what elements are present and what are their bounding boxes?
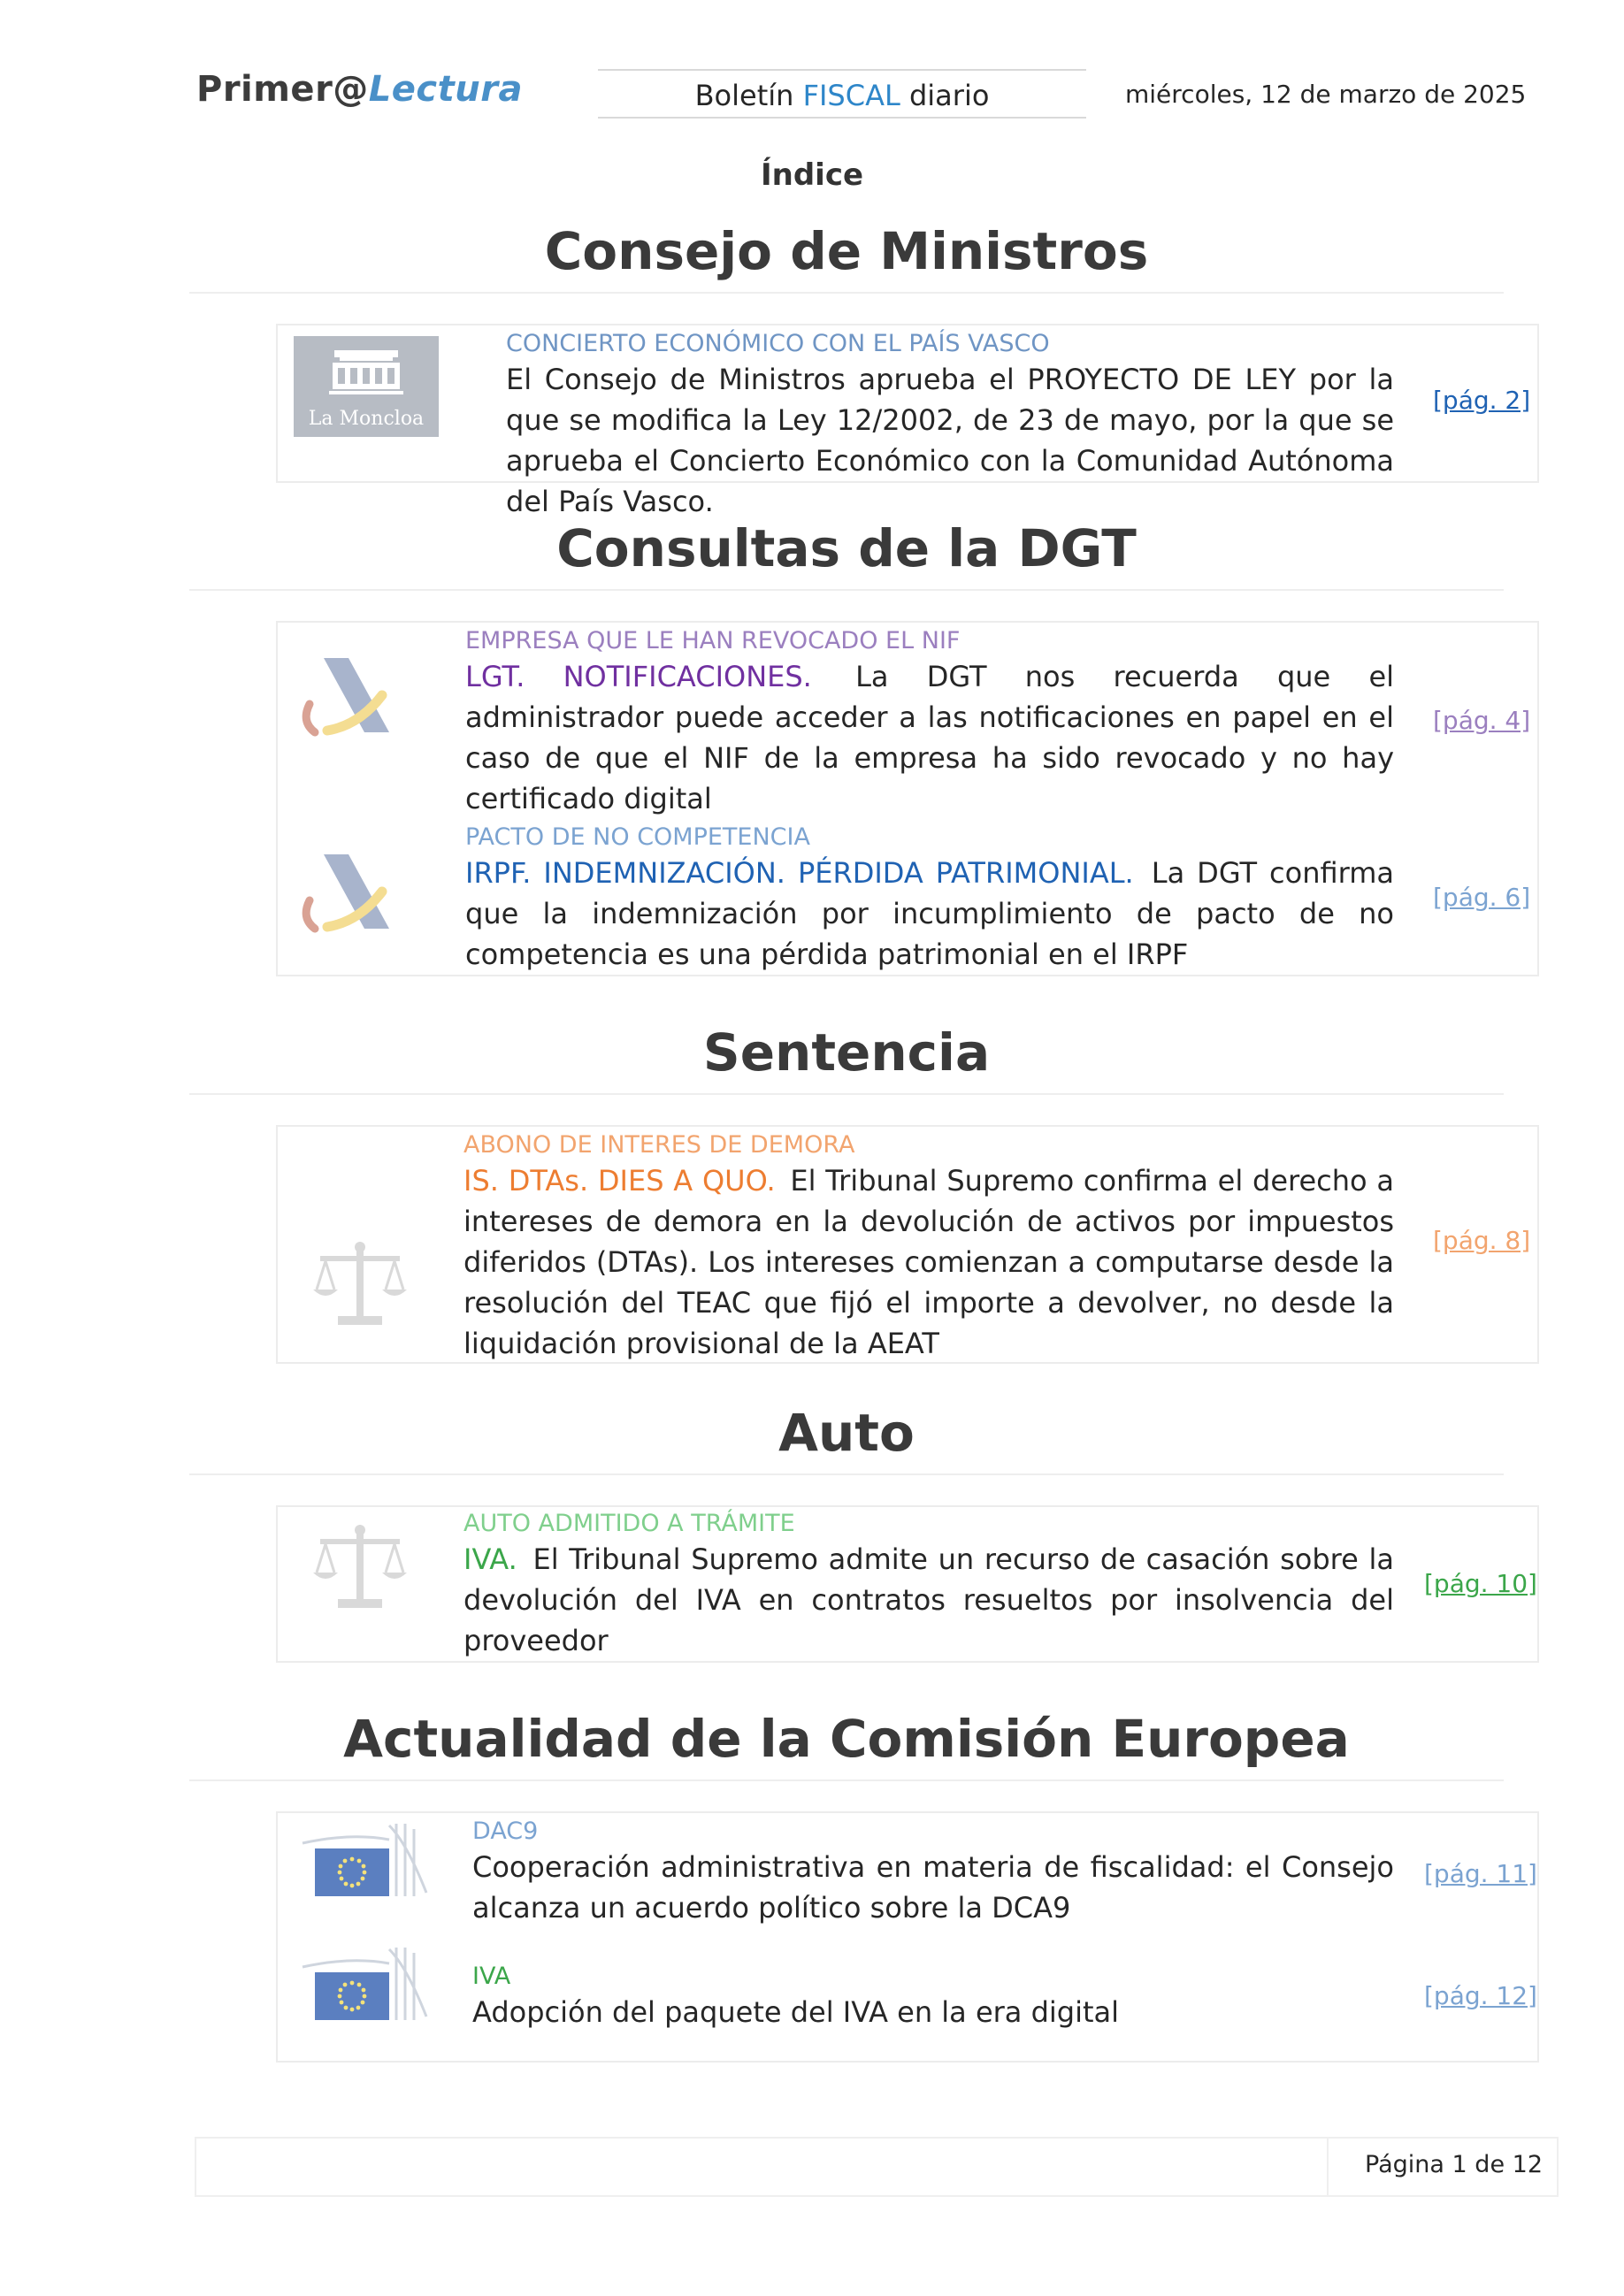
section-divider (189, 1093, 1504, 1095)
bulletin-suffix: diario (900, 79, 990, 112)
entry-category: DAC9 (472, 1818, 539, 1845)
card-ce (276, 1811, 1539, 2063)
moncloa-building-logo (294, 336, 439, 437)
section-divider (189, 1473, 1504, 1475)
brand-logo (196, 69, 523, 110)
page-link[interactable]: [pág. 2] (1433, 386, 1531, 415)
index-title: Índice (760, 157, 864, 193)
entry-body: El Tribunal Supremo admite un recurso de casación sobre la devolución del IVA en contratos resueltos por insolvencia del proveedor (463, 1542, 1395, 1657)
entry-body: Cooperación administrativa en materia de fiscalidad: el Consejo alcanza un acuerdo político sobre la DCA9 (472, 1850, 1394, 1925)
section-title-ce: Actualidad de la Comisión Europea (343, 1709, 1350, 1769)
brand-part-2: Lectura (368, 69, 523, 110)
page-link[interactable]: [pág. 8] (1433, 1226, 1531, 1255)
bulletin-date: miércoles, 12 de marzo de 2025 (1125, 80, 1527, 109)
card-consejo (276, 324, 1539, 518)
page-link[interactable]: [pág. 4] (1433, 706, 1531, 735)
bulletin-title (598, 69, 1086, 119)
section-divider (189, 1779, 1504, 1781)
section-title-dgt: Consultas de la DGT (556, 518, 1137, 578)
entry-body: El Consejo de Ministros aprueba el PROYECTO DE LEY por la que se modifica la Ley 12/2002, de 23 de mayo, por la que se aprueba el Concierto Económico con la Comunidad Autónoma del País Vasco. (506, 363, 1394, 518)
entry-iva-digital (472, 1962, 1394, 2032)
entry-category: PACTO DE NO COMPETENCIA (465, 823, 810, 851)
page-header (0, 53, 1624, 133)
entry-body: La DGT nos recuerda que el administrador puede acceder a las notificaciones en papel en el caso de que el NIF de la empresa ha sido revocado y no hay certificado digital (465, 660, 1395, 815)
entry-body: El Tribunal Supremo confirma el derecho a intereses de demora en la devolución de activos por impuestos diferidos (DTAs). Los intereses comienzan a computarse desde la resolución del TEAC que fijó el importe a devolver, no desde la liquidación provisional de la AEAT (463, 1164, 1395, 1360)
moncloa-logo-text: La Moncloa (308, 408, 425, 430)
entry-category: EMPRESA QUE LE HAN REVOCADO EL NIF (465, 627, 961, 654)
page-footer (195, 2137, 1559, 2197)
entry-body: La DGT confirma que la indemnización por incumplimiento de pacto de no competencia es una pérdida patrimonial en el IRPF (465, 856, 1395, 971)
section-title-consejo: Consejo de Ministros (544, 221, 1149, 281)
page-link[interactable]: [pág. 10] (1424, 1569, 1537, 1598)
entry-lead: IRPF. INDEMNIZACIÓN. PÉRDIDA PATRIMONIAL. (465, 856, 1134, 890)
card-auto (276, 1505, 1539, 1663)
european-commission-logo (297, 1940, 430, 2025)
page-link[interactable]: [pág. 12] (1424, 1981, 1537, 2010)
section-title-auto: Auto (778, 1403, 915, 1463)
aeat-logo (297, 651, 396, 739)
entry-category: IVA (472, 1963, 511, 1990)
page-number: Página 1 de 12 (1365, 2151, 1543, 2178)
entry-nif (465, 626, 1394, 819)
section-title-sentencia: Sentencia (702, 1022, 991, 1083)
entry-dac9 (472, 1817, 1394, 1928)
entry-no-competencia (465, 823, 1394, 975)
aeat-logo (297, 847, 396, 936)
page-link[interactable]: [pág. 11] (1424, 1859, 1537, 1888)
entry-casacion-iva (463, 1509, 1394, 1661)
entry-intereses-demora (463, 1130, 1394, 1364)
entry-lead: IS. DTAs. DIES A QUO. (463, 1164, 776, 1198)
entry-category: AUTO ADMITIDO A TRÁMITE (463, 1510, 795, 1537)
entry-category: ABONO DE INTERES DE DEMORA (463, 1131, 855, 1159)
page-link[interactable]: [pág. 6] (1433, 883, 1531, 912)
bulletin-prefix: Boletín (694, 79, 803, 112)
european-commission-logo (297, 1817, 430, 1902)
section-divider (189, 589, 1504, 591)
entry-lead: LGT. NOTIFICACIONES. (465, 660, 812, 693)
entry-lead: IVA. (463, 1542, 517, 1576)
entry-concierto (506, 329, 1394, 522)
entry-body: Adopción del paquete del IVA en la era digital (472, 1995, 1120, 2029)
section-divider (189, 292, 1504, 294)
footer-divider (1327, 2139, 1329, 2195)
brand-part-1: Primer@ (196, 69, 369, 110)
scales-of-justice-icon (311, 1238, 409, 1336)
card-dgt (276, 621, 1539, 976)
entry-category: CONCIERTO ECONÓMICO CON EL PAÍS VASCO (506, 330, 1050, 357)
bulletin-highlight: FISCAL (802, 79, 900, 112)
card-sentencia (276, 1125, 1539, 1364)
scales-of-justice-icon (311, 1521, 409, 1619)
